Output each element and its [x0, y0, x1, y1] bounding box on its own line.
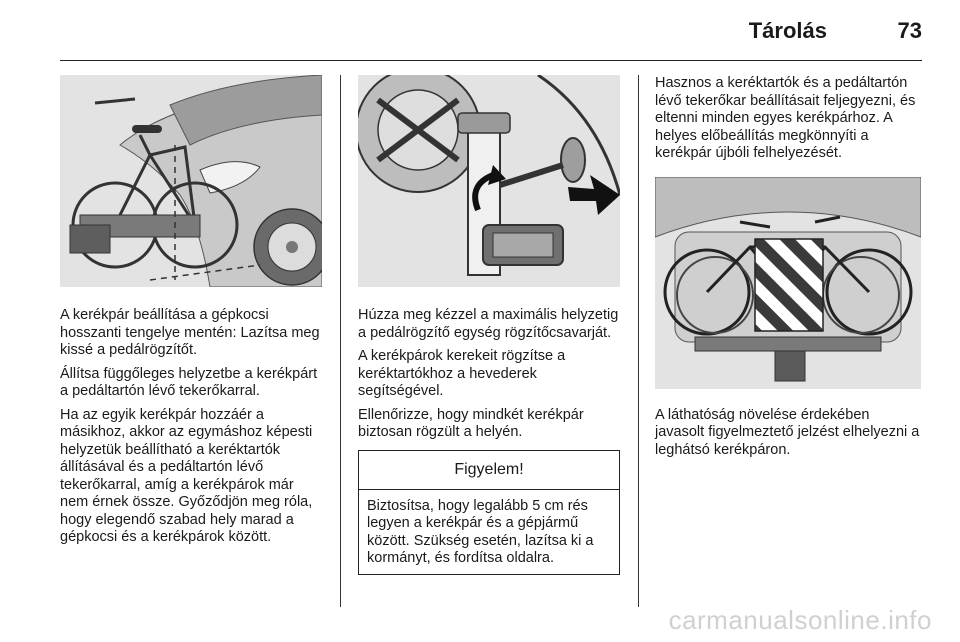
watermark: carmanualsonline.info — [668, 605, 932, 635]
paragraph: Állítsa függőleges helyzetbe a kerékpárt a pedáltartón lévő tekerőkarral. — [60, 365, 318, 399]
page-number: 73 — [897, 18, 922, 43]
bike-carrier-side-illustration — [60, 75, 322, 287]
column-divider-1 — [340, 75, 341, 607]
paragraph: A kerékpárok kerekeit rögzítse a keréktartókhoz a hevederek segítségével. — [358, 348, 566, 399]
column-1 — [60, 75, 322, 553]
warning-title: Figyelem! — [359, 451, 619, 490]
paragraph: Hasznos a keréktartók és a pedáltartón lévő tekerőkar beállításait feljegyezni, és eltenni minden egyes kerékpárhoz. A helyes előbeállítás megkönnyíti a kerékpár újbóli felhelyezését. — [655, 75, 916, 161]
paragraph: A kerékpár beállítása a gépkocsi hosszanti tengelye mentén: Lazítsa meg kissé a pedálrögzítőt. — [60, 307, 320, 358]
warning-sign-on-bike-illustration — [655, 177, 921, 389]
paragraph: Húzza meg kézzel a maximális helyzetig a pedálrögzítő egység rögzítőcsavarját. — [358, 307, 619, 341]
column-2 — [358, 75, 620, 575]
page-header — [60, 0, 922, 61]
warning-box — [358, 450, 620, 575]
warning-body: Biztosítsa, hogy legalább 5 cm rés legyen a kerékpár és a gépjármű között. Szükség esetén, lazítsa ki a kormányt, és fordítsa oldalra. — [367, 497, 594, 566]
column-divider-2 — [638, 75, 639, 607]
paragraph: Ha az egyik kerékpár hozzáér a másikhoz, akkor az egymáshoz képesti helyzetük beállítható a keréktartók állításával és a pedáltartón lévő tekerőkarral, amíg a kerékpárok már nem érnek össze. Győződjön meg róla, hogy elegendő szabad hely marad a gépkocsi és a kerékpárok között. — [60, 406, 313, 545]
section-title: Tárolás — [748, 18, 827, 43]
paragraph: A láthatóság növelése érdekében javasolt figyelmeztető jelzést elhelyezni a leghátsó kerékpáron. — [655, 406, 920, 458]
column-3 — [655, 75, 921, 465]
paragraph: Ellenőrizze, hogy mindkét kerékpár biztosan rögzült a helyén. — [358, 406, 584, 440]
pedal-clamp-illustration — [358, 75, 620, 287]
